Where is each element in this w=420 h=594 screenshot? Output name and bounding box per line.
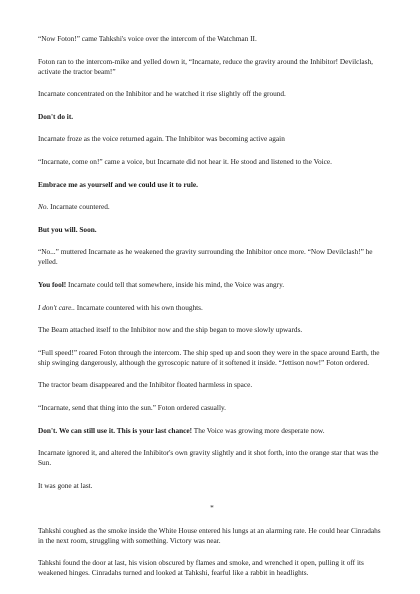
paragraph: “Incarnate, come on!” came a voice, but Incarnate did not hear it. He stood and listened to the Voice. [38, 156, 332, 166]
paragraph: Incarnate ignored it, and altered the Inhibitor's own gravity slightly and it shot forth, into the orange star that was the Sun. [38, 448, 379, 468]
narration-text: Incarnate countered. [48, 202, 110, 212]
paragraph: “Full speed!” roared Foton through the intercom. The ship sped up and soon they were in the space around Earth, the ship swinging dangerously, although the gyroscopic nature of it softened it inside. “Jettison now!” Foton ordered. [38, 347, 380, 367]
paragraph: It was gone at last. [38, 480, 93, 490]
narration-text: The Voice was growing more desperate now. [192, 425, 325, 435]
paragraph: Foton ran to the intercom-mike and yelled down it, “Incarnate, reduce the gravity around the Inhibitor! Devilclash, activate the tractor beam!” [38, 56, 373, 76]
paragraph: Tahkshi found the door at last, his vision obscured by flames and smoke, and wrenched it open, pulling it off its weakened hinges. Cinradahs turned and looked at Tahkshi, fearful like a rabbit in headlights. [38, 558, 364, 578]
paragraph: The tractor beam disappeared and the Inhibitor floated harmless in space. [38, 380, 253, 390]
paragraph: Incarnate concentrated on the Inhibitor and he watched it rise slightly off the ground. [38, 89, 286, 99]
narration-text: Incarnate countered with his own thoughts. [74, 302, 203, 312]
voice-line: But you will. Soon. [38, 224, 97, 234]
narration-text: Incarnate could tell that somewhere, inside his mind, the Voice was angry. [66, 279, 285, 289]
paragraph: Incarnate froze as the voice returned again. The Inhibitor was becoming active again [38, 134, 285, 144]
paragraph [38, 303, 386, 313]
thought-text: No. [38, 202, 49, 212]
voice-text: You fool! [38, 279, 67, 289]
thought-text: I don't care.. [38, 302, 75, 312]
paragraph: “Incarnate, send that thing into the sun.” Foton ordered casually. [38, 402, 226, 412]
paragraph [38, 280, 386, 290]
paragraph [38, 426, 386, 436]
paragraph: “Now Foton!” came Tahkshi's voice over the intercom of the Watchman II. [38, 34, 257, 43]
paragraph: The Beam attached itself to the Inhibitor now and the ship began to move slowly upwards. [38, 325, 303, 335]
voice-line: Embrace me as yourself and we could use it to rule. [38, 179, 198, 189]
paragraph [38, 202, 386, 212]
paragraph: “No...” muttered Incarnate as he weakened the gravity surrounding the Inhibitor once more. “Now Devilclash!” he yelled. [38, 247, 373, 267]
voice-line: Don't do it. [38, 111, 74, 121]
scene-separator: * [210, 503, 214, 513]
paragraph: Tahkshi coughed as the smoke inside the White House entered his lungs at an alarming rate. He could hear Cinradahs in the next room, struggling with something. Victory was near. [38, 525, 381, 545]
voice-text: Don't. We can still use it. This is your last chance! [38, 425, 193, 435]
